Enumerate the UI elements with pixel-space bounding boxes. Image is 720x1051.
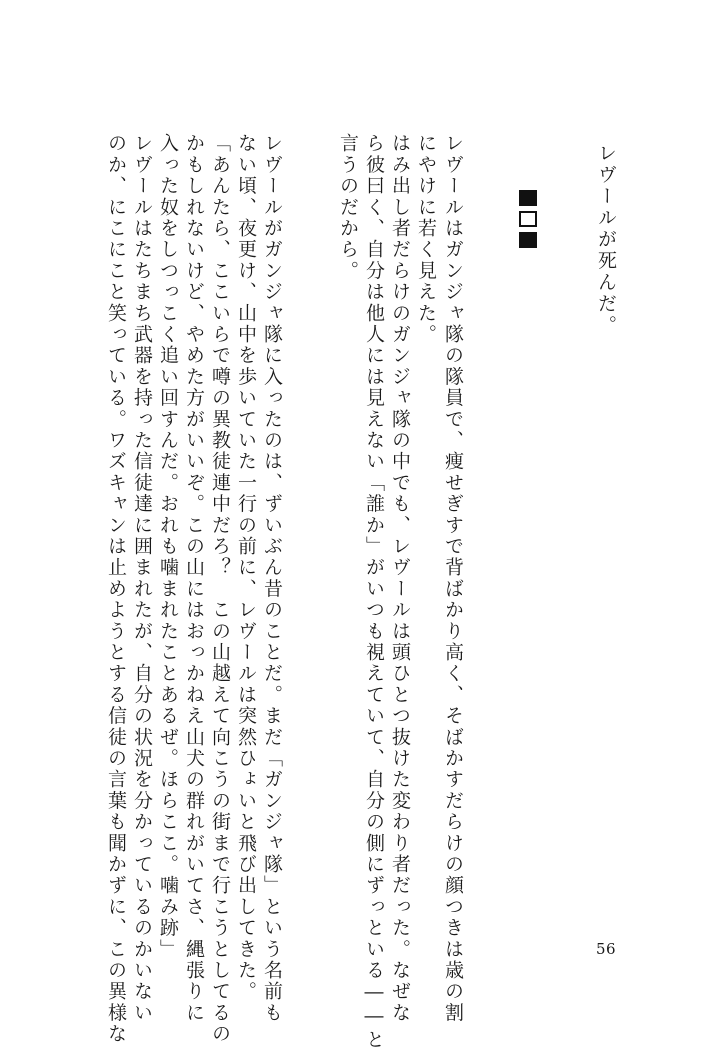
text-line: のか、にこにこと笑っている。ワズキャンは止めようとする信徒の言葉も聞かずに、この異様な (105, 133, 127, 1045)
text-line: 言うのだから。 (337, 133, 359, 282)
text-line: にやけに若く見えた。 (415, 133, 437, 345)
text-line: 「あんたら、ここいらで噂の異教徒連中だろ？ この山越えて向こうの街まで行こうとしてるの (209, 133, 231, 1045)
section-break-ornament-icon (511, 190, 545, 250)
text-line: 入った奴をしつっこく追い回すんだ。おれも噛まれたことあるぜ。ほらここ。噛み跡」 (157, 133, 179, 960)
text-line: かもしれないけど、やめた方がいいぞ。この山にはおっかねえ山犬の群れがいてさ、縄張りに (183, 133, 205, 1024)
text-line: レヴールはガンジャ隊の隊員で、痩せぎすで背ばかり高く、そばかすだらけの顔つきは歳の割 (442, 133, 464, 1024)
chapter-opening-line: レヴールが死んだ。 (595, 143, 617, 337)
page-number: 56 (596, 940, 617, 958)
text-line: ない頃、夜更け、山中を歩いていた一行の前に、レヴールは突然ひょいと飛び出してきた。 (235, 133, 257, 1003)
text-line: レヴールがガンジャ隊に入ったのは、ずいぶん昔のことだ。まだ「ガンジャ隊」という名前も (261, 133, 283, 1024)
text-line: はみ出し者だらけのガンジャ隊の中でも、レヴールは頭ひとつ抜けた変わり者だった。なぜな (389, 133, 411, 1024)
text-line: ら彼曰く、自分は他人には見えない「誰か」がいつも視えていて、自分の側にずっといる――と (363, 133, 385, 1051)
text-line: レヴールはたちまち武器を持った信徒達に囲まれたが、自分の状況を分かっているのかいない (131, 133, 153, 1024)
